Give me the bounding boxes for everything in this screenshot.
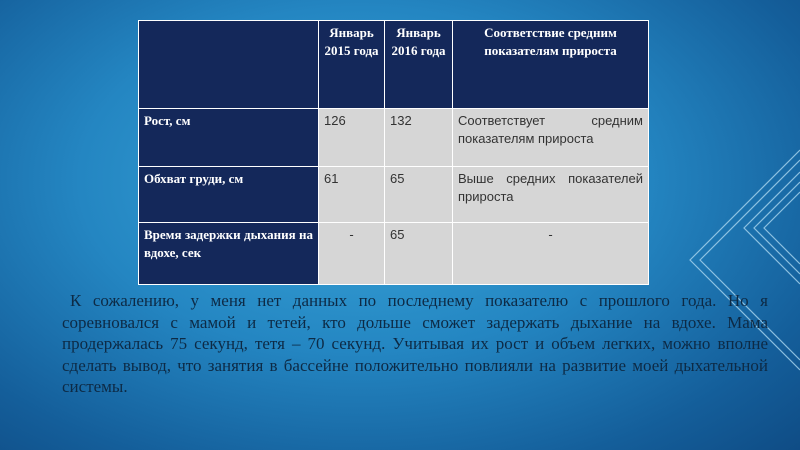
header-empty-cell (139, 21, 319, 109)
header-growth-match: Соответствие средним показателям прироста (453, 21, 649, 109)
header-jan-2016: Январь 2016 года (385, 21, 453, 109)
cell-height-2016: 132 (385, 109, 453, 167)
cell-height-note: Соответствует средним показателям прироста (453, 109, 649, 167)
table-row-chest (139, 167, 649, 223)
row-label-chest: Обхват груди, см (139, 167, 319, 223)
cell-breath-2015: - (319, 223, 385, 285)
comparison-table (138, 20, 649, 285)
cell-chest-2016: 65 (385, 167, 453, 223)
table-header-row (139, 21, 649, 109)
cell-breath-2016: 65 (385, 223, 453, 285)
header-jan-2015: Январь 2015 года (319, 21, 385, 109)
cell-chest-2015: 61 (319, 167, 385, 223)
row-label-breath: Время задержки дыхания на вдохе, сек (139, 223, 319, 285)
table-row-breath (139, 223, 649, 285)
row-label-height: Рост, см (139, 109, 319, 167)
cell-chest-note: Выше средних показателей прироста (453, 167, 649, 223)
conclusion-paragraph: К сожалению, у меня нет данных по последнему показателю с прошлого года. Но я соревновался с мамой и тетей, кто дольше сможет задержать дыхание на вдохе. Мама продержалась 75 секунд, тетя – 70 секунд. Учитывая их рост и объем легких, можно вполне сделать вывод, что занятия в бассейне положительно повлияли на развитие моей дыхательной системы. (62, 291, 768, 396)
cell-height-2015: 126 (319, 109, 385, 167)
table-row-height (139, 109, 649, 167)
cell-breath-note: - (453, 223, 649, 285)
